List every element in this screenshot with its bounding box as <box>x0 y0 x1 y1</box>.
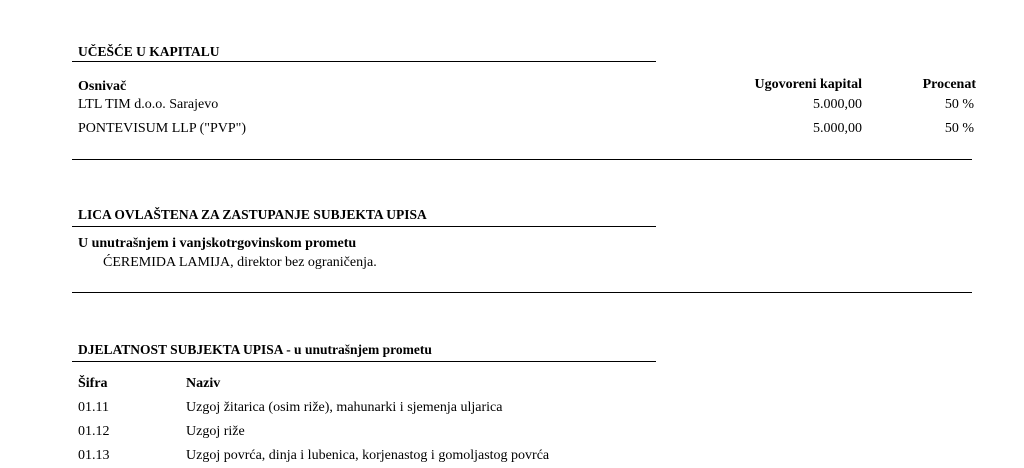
activity-code: 01.13 <box>78 448 110 463</box>
capital-amount: 5.000,00 <box>813 97 862 112</box>
activity-name: Uzgoj žitarica (osim riže), mahunarki i sjemenja uljarica <box>186 400 503 415</box>
representation-title-rule <box>72 226 656 227</box>
representation-section-title: LICA OVLAŠTENA ZA ZASTUPANJE SUBJEKTA UPISA <box>78 207 427 222</box>
capital-amount: 5.000,00 <box>813 121 862 136</box>
capital-title-rule <box>72 61 656 62</box>
name-column-header: Naziv <box>186 376 221 391</box>
activity-title-rule <box>72 361 656 362</box>
representation-section-divider <box>72 292 972 293</box>
founder-column-header: Osnivač <box>78 79 127 94</box>
activity-section-title: DJELATNOST SUBJEKTA UPISA - u unutrašnjem prometu <box>78 342 432 357</box>
capital-percent: 50 % <box>944 121 974 136</box>
capital-column-header: Ugovoreni kapital <box>754 77 862 92</box>
activity-name: Uzgoj povrća, dinja i lubenica, korjenastog i gomoljastog povrća <box>186 448 550 463</box>
capital-table-row <box>0 97 1024 117</box>
representative-person: ĆEREMIDA LAMIJA, direktor bez ograničenja. <box>103 255 377 270</box>
representation-subtitle: U unutrašnjem i vanjskotrgovinskom prometu <box>78 236 357 251</box>
activity-code: 01.11 <box>78 400 109 415</box>
percent-column-header: Procenat <box>922 77 976 92</box>
activity-code: 01.12 <box>78 424 110 439</box>
activity-table-row <box>0 448 1024 468</box>
code-column-header: Šifra <box>78 376 108 391</box>
capital-section-divider <box>72 159 972 160</box>
activity-table-row <box>0 400 1024 420</box>
capital-section-title: UČEŠĆE U KAPITALU <box>78 44 220 59</box>
capital-percent: 50 % <box>944 97 974 112</box>
activity-name: Uzgoj riže <box>186 424 245 439</box>
founder-name: LTL TIM d.o.o. Sarajevo <box>78 97 219 112</box>
activity-table-row <box>0 424 1024 444</box>
founder-name: PONTEVISUM LLP ("PVP") <box>78 121 247 136</box>
capital-table-row <box>0 121 1024 141</box>
